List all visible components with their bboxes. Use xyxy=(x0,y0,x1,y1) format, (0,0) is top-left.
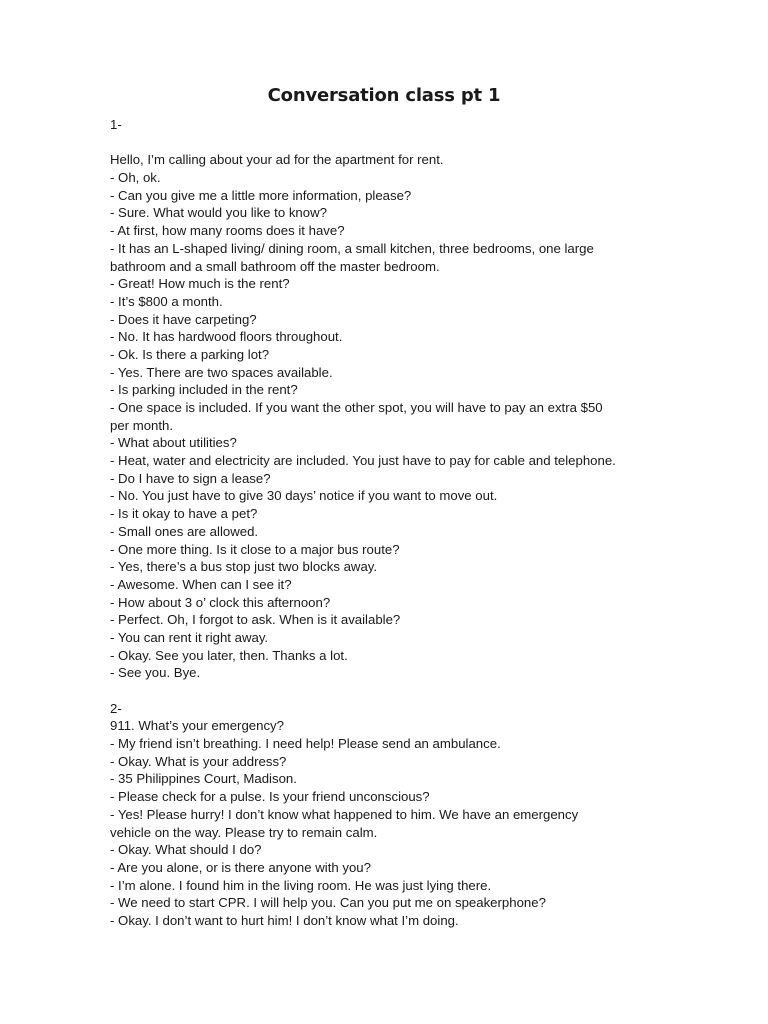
dialogue-line: per month. xyxy=(110,417,174,433)
dialogue-line: - Oh, ok. xyxy=(110,170,161,186)
dialogue-line: - Sure. What would you like to know? xyxy=(110,205,327,221)
dialogue-line: - Yes. There are two spaces available. xyxy=(110,364,333,380)
dialogue-line: - Yes, there’s a bus stop just two blocks away. xyxy=(110,559,378,575)
dialogue-line: - One more thing. Is it close to a major bus route? xyxy=(110,541,400,557)
dialogue-line: - Is it okay to have a pet? xyxy=(110,506,258,522)
dialogue-line: bathroom and a small bathroom off the master bedroom. xyxy=(110,258,440,274)
dialogue-line: - Great! How much is the rent? xyxy=(110,276,290,292)
dialogue-line: - It has an L-shaped living/ dining room, a small kitchen, three bedrooms, one large xyxy=(110,240,594,256)
dialogue-line: - Okay. I don’t want to hurt him! I don’t know what I’m doing. xyxy=(110,912,459,928)
dialogue-line: - No. You just have to give 30 days’ notice if you want to move out. xyxy=(110,488,498,504)
dialogue-line: - Are you alone, or is there anyone with you? xyxy=(110,859,371,875)
dialogue-line: - Ok. Is there a parking lot? xyxy=(110,346,270,362)
dialogue-line: - Does it have carpeting? xyxy=(110,311,257,327)
section-1-dialogue xyxy=(110,151,670,682)
dialogue-line: - Is parking included in the rent? xyxy=(110,382,298,398)
section-2-dialogue xyxy=(110,717,670,929)
dialogue-line: - We need to start CPR. I will help you. Can you put me on speakerphone? xyxy=(110,895,546,911)
dialogue-line: - No. It has hardwood floors throughout. xyxy=(110,329,343,345)
dialogue-line: - Perfect. Oh, I forgot to ask. When is it available? xyxy=(110,612,401,628)
dialogue-line: - What about utilities? xyxy=(110,435,237,451)
dialogue-line: - Okay. What is your address? xyxy=(110,753,287,769)
dialogue-line: - Please check for a pulse. Is your friend unconscious? xyxy=(110,789,430,805)
dialogue-line: - Awesome. When can I see it? xyxy=(110,576,292,592)
dialogue-line: - Okay. What should I do? xyxy=(110,842,262,858)
dialogue-line: - At first, how many rooms does it have? xyxy=(110,223,345,239)
dialogue-line: - It’s $800 a month. xyxy=(110,293,223,309)
dialogue-line: - Small ones are allowed. xyxy=(110,523,259,539)
blank-line xyxy=(110,682,670,700)
dialogue-line: - How about 3 o’ clock this afternoon? xyxy=(110,594,331,610)
dialogue-line: - Do I have to sign a lease? xyxy=(110,470,271,486)
dialogue-line: 911. What’s your emergency? xyxy=(110,718,284,734)
dialogue-line: - Can you give me a little more information, please? xyxy=(110,187,412,203)
dialogue-line: - Okay. See you later, then. Thanks a lot. xyxy=(110,647,348,663)
blank-line xyxy=(110,134,670,152)
dialogue-line: - My friend isn’t breathing. I need help! Please send an ambulance. xyxy=(110,736,501,752)
document-title: Conversation class pt 1 xyxy=(267,85,501,106)
dialogue-line: - One space is included. If you want the other spot, you will have to pay an extra $50 xyxy=(110,400,603,415)
document-body xyxy=(110,116,670,930)
dialogue-line: - 35 Philippines Court, Madison. xyxy=(110,771,297,787)
dialogue-line: vehicle on the way. Please try to remain calm. xyxy=(110,824,378,840)
section-1-label: 1- xyxy=(110,117,122,132)
dialogue-line: - See you. Bye. xyxy=(110,665,201,681)
dialogue-line: - I’m alone. I found him in the living room. He was just lying there. xyxy=(110,877,492,893)
dialogue-line: - You can rent it right away. xyxy=(110,629,269,645)
dialogue-line: Hello, I’m calling about your ad for the apartment for rent. xyxy=(110,152,444,168)
dialogue-line: - Yes! Please hurry! I don’t know what happened to him. We have an emergency xyxy=(110,806,579,822)
section-2-label: 2- xyxy=(110,700,122,716)
dialogue-line: - Heat, water and electricity are included. You just have to pay for cable and telephone. xyxy=(110,453,616,469)
